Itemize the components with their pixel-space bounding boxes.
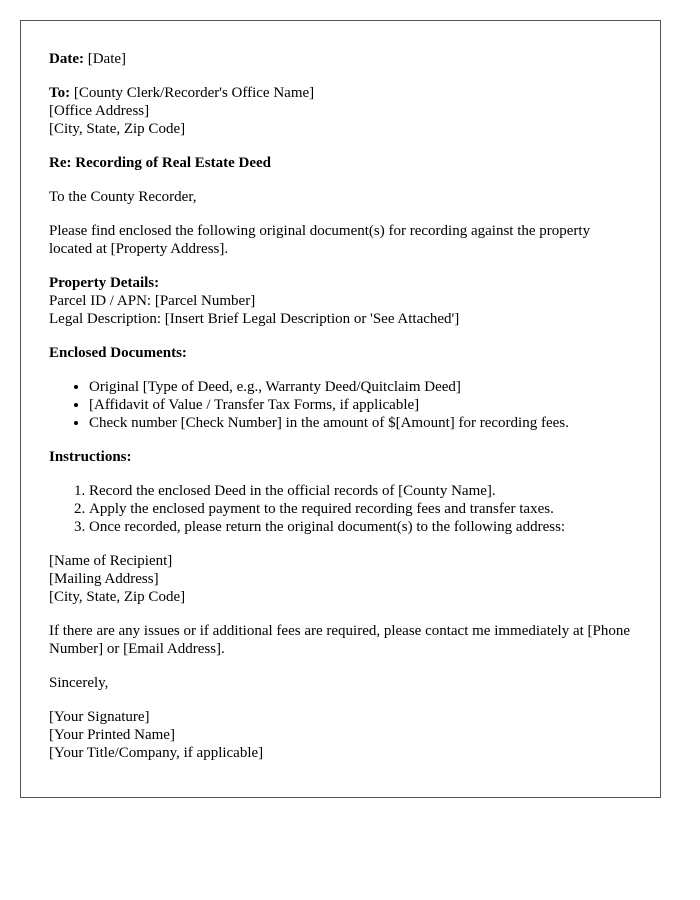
list-item: • Check number [Check Number] in the amount of $[Amount] for recording fees. xyxy=(89,414,632,432)
list-item: 3. Once recorded, please return the original document(s) to the following address: xyxy=(89,518,632,536)
return-city: [City, State, Zip Code] xyxy=(49,589,186,605)
closing: Sincerely, xyxy=(49,675,109,691)
date-value: [Date] xyxy=(87,51,127,67)
instructions-heading xyxy=(49,448,632,466)
enclosed-list xyxy=(49,378,632,432)
list-item: • [Affidavit of Value / Transfer Tax Forms, if applicable] xyxy=(89,396,632,414)
parcel-id: Parcel ID / APN: [Parcel Number] xyxy=(49,293,256,309)
enclosed-heading-text: Enclosed Documents: xyxy=(49,345,187,361)
subject-line xyxy=(49,154,632,172)
intro-paragraph: Please find enclosed the following original document(s) for recording against the property located at [Property Address]. xyxy=(49,223,591,257)
recipient-city: [City, State, Zip Code] xyxy=(49,121,186,137)
return-name: [Name of Recipient] xyxy=(49,553,173,569)
date-line xyxy=(49,50,632,68)
recipient-block xyxy=(49,84,632,138)
signature-block xyxy=(49,708,632,762)
letter xyxy=(20,20,661,798)
instructions-list xyxy=(49,482,632,536)
list-item: 2. Apply the enclosed payment to the required recording fees and transfer taxes. xyxy=(89,500,632,518)
return-mailing: [Mailing Address] xyxy=(49,571,159,587)
list-item: 1. Record the enclosed Deed in the official records of [County Name]. xyxy=(89,482,632,500)
recipient-address: [Office Address] xyxy=(49,103,150,119)
contact-paragraph: If there are any issues or if additional fees are required, please contact me immediately at [Phone Number] or [Email Address]. xyxy=(49,623,631,657)
enclosed-heading xyxy=(49,344,632,362)
printed-name: [Your Printed Name] xyxy=(49,727,175,743)
title-company: [Your Title/Company, if applicable] xyxy=(49,745,264,761)
legal-description: Legal Description: [Insert Brief Legal Description or 'See Attached'] xyxy=(49,311,460,327)
signature: [Your Signature] xyxy=(49,709,150,725)
date-label: Date: xyxy=(49,51,84,67)
property-heading: Property Details: xyxy=(49,275,160,291)
to-label: To: xyxy=(49,85,71,101)
return-address xyxy=(49,552,632,606)
subject-text: Re: Recording of Real Estate Deed xyxy=(49,155,272,171)
salutation: To the County Recorder, xyxy=(49,189,197,205)
list-item: • Original [Type of Deed, e.g., Warranty Deed/Quitclaim Deed] xyxy=(89,378,632,396)
property-details xyxy=(49,274,632,328)
instructions-heading-text: Instructions: xyxy=(49,449,132,465)
recipient-name: [County Clerk/Recorder's Office Name] xyxy=(73,85,315,101)
